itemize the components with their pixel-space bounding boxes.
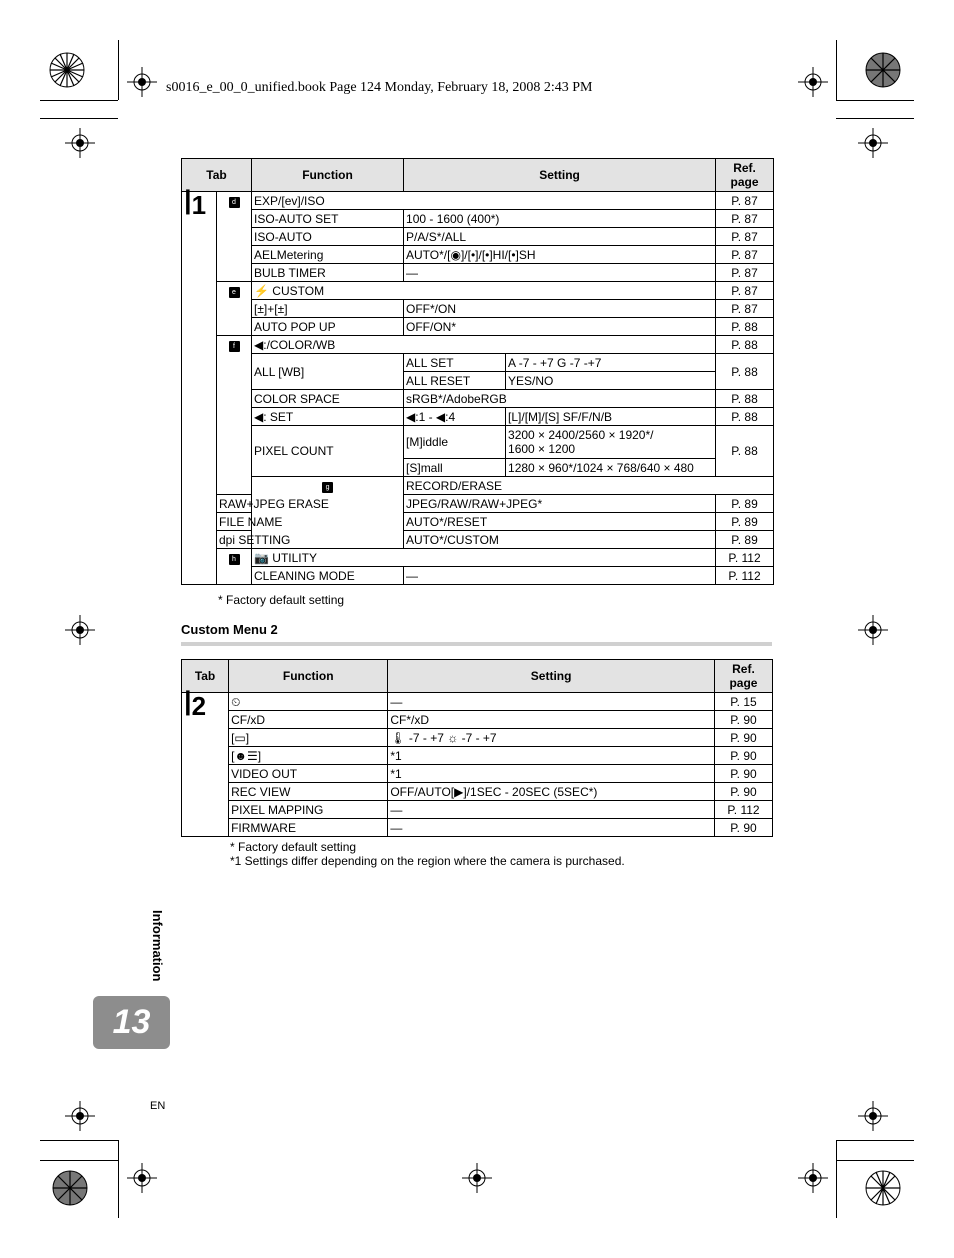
ref-cell: P. 89 xyxy=(716,495,774,513)
registration-rosette-icon xyxy=(49,52,85,88)
crosshair-mark-icon xyxy=(127,67,157,97)
table-row xyxy=(182,390,774,408)
setting-cell: — xyxy=(388,819,715,837)
crosshair-mark-icon xyxy=(127,1163,157,1193)
function-cell: BULB TIMER xyxy=(252,264,404,282)
language-code: EN xyxy=(150,1100,166,1112)
subtab-d xyxy=(217,192,252,282)
registration-rosette-icon xyxy=(52,1170,88,1206)
table-row xyxy=(182,711,773,729)
function-cell: [▭] xyxy=(229,729,388,747)
table-row xyxy=(182,336,774,354)
ref-cell: P. 112 xyxy=(714,801,772,819)
ref-cell: P. 88 xyxy=(716,426,774,477)
ref-cell: P. 88 xyxy=(716,354,774,390)
table-row xyxy=(182,765,773,783)
setting-cell: *1 xyxy=(388,765,715,783)
book-header: s0016_e_00_0_unified.book Page 124 Monday, February 18, 2008 2:43 PM xyxy=(166,80,593,95)
function-cell: RECORD/ERASE xyxy=(404,477,774,495)
function-cell: 📷 UTILITY xyxy=(252,549,716,567)
table-row xyxy=(182,192,774,210)
crosshair-mark-icon xyxy=(798,67,828,97)
subtab-h-icon: h xyxy=(229,554,240,565)
function-cell: ⏲ xyxy=(229,693,388,711)
tab-wrench-1: ꟾ1 xyxy=(182,192,217,585)
col-header-ref: Ref. page xyxy=(716,159,774,192)
setting-cell: — xyxy=(404,567,716,585)
ref-cell: P. 87 xyxy=(716,192,774,210)
crosshair-mark-icon xyxy=(65,1101,95,1131)
function-cell: COLOR SPACE xyxy=(252,390,404,408)
setting-cell: 1280 × 960*/1024 × 768/640 × 480 xyxy=(506,459,716,477)
custom-menu-2-table xyxy=(181,659,773,837)
chapter-number-tab: 13 xyxy=(93,996,170,1049)
function-cell: ISO-AUTO xyxy=(252,228,404,246)
table-row xyxy=(182,228,774,246)
function-cell: ISO-AUTO SET xyxy=(252,210,404,228)
ref-cell: P. 89 xyxy=(716,513,774,531)
table-row xyxy=(182,477,774,495)
table-row xyxy=(182,513,774,531)
ref-cell: P. 89 xyxy=(716,531,774,549)
setting-cell: OFF*/ON xyxy=(404,300,716,318)
setting-cell: sRGB*/AdobeRGB xyxy=(404,390,716,408)
function-cell: FILE NAME xyxy=(217,513,252,531)
table2-footnote-2: *1 Settings differ depending on the region where the camera is purchased. xyxy=(230,854,625,868)
setting-cell: — xyxy=(388,693,715,711)
setting-cell: — xyxy=(404,264,716,282)
crosshair-mark-icon xyxy=(858,1101,888,1131)
function-cell: VIDEO OUT xyxy=(229,765,388,783)
setting-subcell: ALL RESET xyxy=(404,372,506,390)
ref-cell: P. 112 xyxy=(716,549,774,567)
setting-cell: YES/NO xyxy=(506,372,716,390)
ref-cell: P. 90 xyxy=(714,711,772,729)
crosshair-mark-icon xyxy=(65,615,95,645)
table-row xyxy=(182,567,774,585)
function-cell: REC VIEW xyxy=(229,783,388,801)
table-row xyxy=(182,264,774,282)
setting-subcell: ALL SET xyxy=(404,354,506,372)
setting-cell: CF*/xD xyxy=(388,711,715,729)
setting-cell: A -7 - +7 G -7 -+7 xyxy=(506,354,716,372)
table-row xyxy=(182,300,774,318)
col-header-ref: Ref. page xyxy=(714,660,772,693)
setting-cell: AUTO*/RESET xyxy=(404,513,716,531)
ref-cell: P. 87 xyxy=(716,300,774,318)
table-row xyxy=(182,495,774,513)
table-row xyxy=(182,210,774,228)
table-row xyxy=(182,318,774,336)
subtab-f-icon: f xyxy=(229,341,240,352)
setting-cell: *1 xyxy=(388,747,715,765)
col-header-setting: Setting xyxy=(404,159,716,192)
setting-subcell: [M]iddle xyxy=(404,426,506,459)
table1-footnote: * Factory default setting xyxy=(218,593,345,607)
ref-cell: P. 87 xyxy=(716,210,774,228)
ref-cell: P. 90 xyxy=(714,819,772,837)
function-cell: ALL [WB] xyxy=(252,354,404,390)
ref-cell: P. 88 xyxy=(716,408,774,426)
setting-cell: — xyxy=(388,801,715,819)
table-row xyxy=(182,783,773,801)
chapter-label: Information xyxy=(150,910,165,982)
table-row xyxy=(182,408,774,426)
section-divider xyxy=(181,642,772,646)
ref-cell: P. 87 xyxy=(716,264,774,282)
ref-cell: P. 112 xyxy=(716,567,774,585)
table-row xyxy=(182,729,773,747)
col-header-setting: Setting xyxy=(388,660,715,693)
ref-cell: P. 87 xyxy=(716,282,774,300)
setting-cell: [L]/[M]/[S] SF/F/N/B xyxy=(506,408,716,426)
function-cell: [±]+[±] xyxy=(252,300,404,318)
setting-cell: OFF/ON* xyxy=(404,318,716,336)
crosshair-mark-icon xyxy=(65,128,95,158)
table-row xyxy=(182,693,773,711)
setting-cell: AUTO*/CUSTOM xyxy=(404,531,716,549)
registration-rosette-icon xyxy=(865,52,901,88)
setting-cell: 🌡 -7 - +7 ☼ -7 - +7 xyxy=(388,729,715,747)
section-title: Custom Menu 2 xyxy=(181,622,278,637)
col-header-function: Function xyxy=(229,660,388,693)
crosshair-mark-icon xyxy=(858,128,888,158)
table-row xyxy=(182,549,774,567)
function-cell: PIXEL MAPPING xyxy=(229,801,388,819)
ref-cell: P. 90 xyxy=(714,783,772,801)
ref-cell: P. 90 xyxy=(714,747,772,765)
subtab-e-icon: e xyxy=(229,287,240,298)
table-row xyxy=(182,819,773,837)
function-cell: PIXEL COUNT xyxy=(252,426,404,477)
function-cell: dpi SETTING xyxy=(217,531,252,549)
setting-cell: AUTO*/[◉]/[•]/[•]HI/[•]SH xyxy=(404,246,716,264)
function-cell: ◀:/COLOR/WB xyxy=(252,336,716,354)
ref-cell: P. 88 xyxy=(716,318,774,336)
table-row xyxy=(182,531,774,549)
subtab-f xyxy=(217,336,252,495)
subtab-h xyxy=(217,549,252,585)
table-row xyxy=(182,426,774,459)
col-header-function: Function xyxy=(252,159,404,192)
ref-cell: P. 88 xyxy=(716,390,774,408)
col-header-tab: Tab xyxy=(182,159,252,192)
setting-cell: 100 - 1600 (400*) xyxy=(404,210,716,228)
table2-footnote-1: * Factory default setting xyxy=(230,840,357,854)
setting-subcell: [S]mall xyxy=(404,459,506,477)
function-cell: AELMetering xyxy=(252,246,404,264)
setting-cell: OFF/AUTO[▶]/1SEC - 20SEC (5SEC*) xyxy=(388,783,715,801)
setting-cell: P/A/S*/ALL xyxy=(404,228,716,246)
setting-subcell: ◀:1 - ◀:4 xyxy=(404,408,506,426)
crosshair-mark-icon xyxy=(798,1163,828,1193)
function-cell: FIRMWARE xyxy=(229,819,388,837)
subtab-d-icon: d xyxy=(229,197,240,208)
crosshair-mark-icon xyxy=(462,1163,492,1193)
ref-cell: P. 90 xyxy=(714,729,772,747)
ref-cell: P. 15 xyxy=(714,693,772,711)
subtab-e xyxy=(217,282,252,336)
table-row xyxy=(182,354,774,372)
tab-wrench-2: ꟾ2 xyxy=(182,693,229,837)
function-cell: AUTO POP UP xyxy=(252,318,404,336)
function-cell: ⚡ CUSTOM xyxy=(252,282,716,300)
function-cell: CLEANING MODE xyxy=(252,567,404,585)
table-row xyxy=(182,801,773,819)
custom-menu-1-table xyxy=(181,158,774,585)
function-cell: ◀: SET xyxy=(252,408,404,426)
crosshair-mark-icon xyxy=(858,615,888,645)
ref-cell: P. 90 xyxy=(714,765,772,783)
ref-cell: P. 88 xyxy=(716,336,774,354)
function-cell: CF/xD xyxy=(229,711,388,729)
setting-cell: 3200 × 2400/2560 × 1920*/ 1600 × 1200 xyxy=(506,426,716,459)
setting-cell: JPEG/RAW/RAW+JPEG* xyxy=(404,495,716,513)
ref-cell: P. 87 xyxy=(716,246,774,264)
table-row xyxy=(182,282,774,300)
function-cell: RAW+JPEG ERASE xyxy=(217,495,252,513)
function-cell: EXP/[ev]/ISO xyxy=(252,192,716,210)
col-header-tab: Tab xyxy=(182,660,229,693)
registration-rosette-icon xyxy=(865,1170,901,1206)
table-row xyxy=(182,246,774,264)
subtab-g-icon: g xyxy=(322,482,333,493)
table-row xyxy=(182,747,773,765)
ref-cell: P. 87 xyxy=(716,228,774,246)
function-cell: [☻☰] xyxy=(229,747,388,765)
